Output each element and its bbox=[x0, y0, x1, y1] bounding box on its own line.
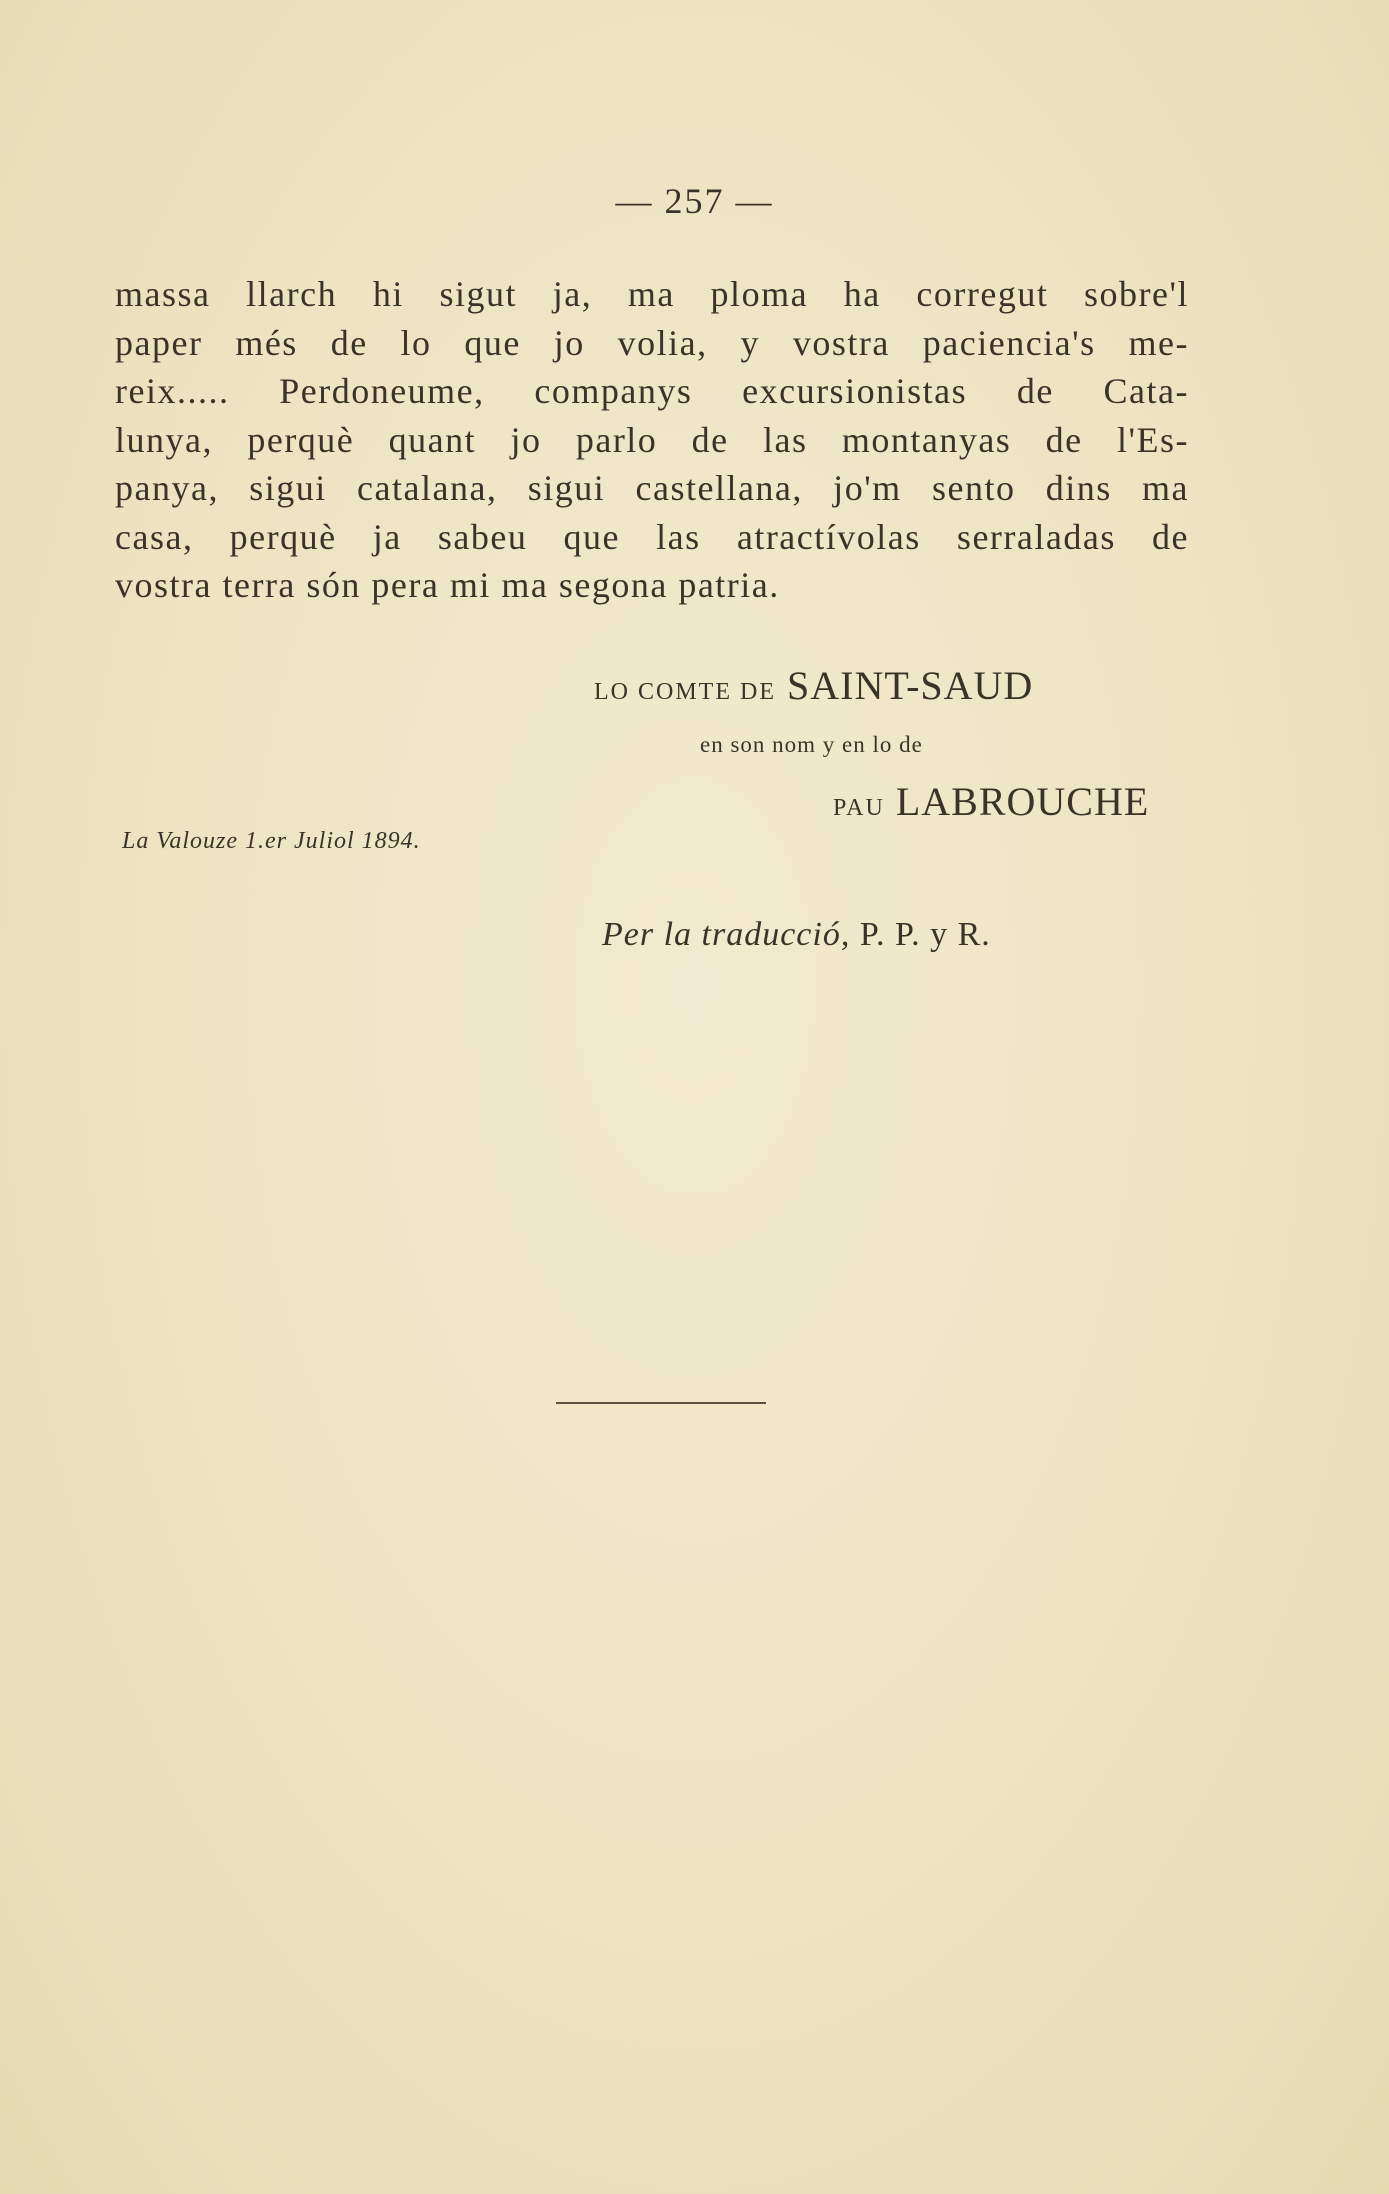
signature-line-2: en son nom y en lo de bbox=[700, 732, 923, 757]
page-number: — 257 — bbox=[615, 181, 774, 221]
translator-initials: P. P. y R. bbox=[859, 916, 991, 953]
body-line: lunya, perquè quant jo parlo de las montanyas de l'Es- bbox=[115, 419, 1189, 460]
signature-given-name: PAU bbox=[833, 795, 885, 821]
signature-name: SAINT-SAUD bbox=[786, 663, 1034, 708]
dateline: La Valouze 1.er Juliol 1894. bbox=[122, 828, 421, 854]
translation-label: Per la traducció, bbox=[602, 916, 851, 953]
body-line: massa llarch hi sigut ja, ma ploma ha corregut sobre'l bbox=[115, 274, 1189, 314]
signature-surname: LABROUCHE bbox=[895, 779, 1150, 824]
signature-line-1 bbox=[594, 662, 1033, 709]
signature-title: LO COMTE DE bbox=[594, 679, 776, 705]
body-line: reix..... Perdoneume, companys excursionistas de Cata- bbox=[115, 371, 1189, 411]
body-paragraph bbox=[115, 270, 1189, 610]
end-rule bbox=[556, 1402, 766, 1404]
body-line: casa, perquè ja sabeu que las atractívolas serraladas de bbox=[115, 516, 1189, 557]
signature-line-3 bbox=[833, 778, 1149, 825]
body-line: panya, sigui catalana, sigui castellana, jo'm sento dins ma bbox=[115, 468, 1189, 508]
body-line-last: vostra terra són pera mi ma segona patria. bbox=[115, 565, 780, 605]
translation-credit bbox=[602, 916, 991, 954]
body-line: paper més de lo que jo volia, y vostra paciencia's me- bbox=[115, 322, 1189, 363]
